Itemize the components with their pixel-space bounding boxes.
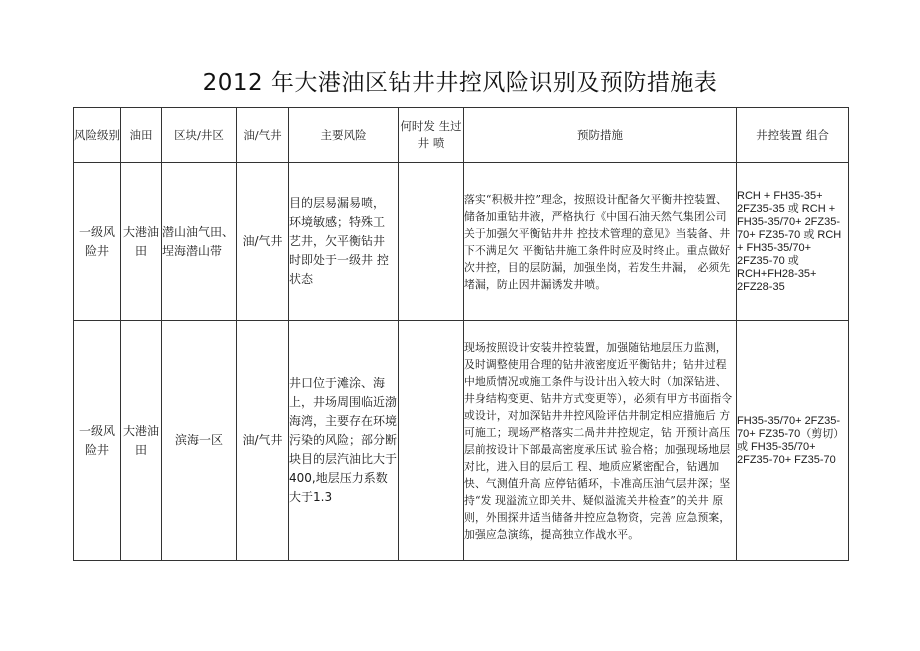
cell-measures: 现场按照设计安装井控装置，加强随钻地层压力监测，及时调整使用合理的钻井液密度近平衡钻井；钻井过程中地质情况或施工条件与设计出入较大时（加深钻进、井身结构变更、钻井方式变更等），必须有甲方书面指令或设计，对加深钻井井控风险评估井制定相应措施后 方可施工；现场严格落实二咼井井控规定，钻 开预计高压层前按设计下部最高密度承压试 验合格；加强现场地层对比，进入目的层后工 程、地质应紧密配合，钻遇加快、气测值升高 应停钻循环，卡准高压油气层井深；坚持“发 现溢流立即关井、疑似溢流关井检查”的关井 原则，外围探井适当储备井控应急物资，完善 应急预案，加强应急演练，提高独立作战水平。 [464, 321, 737, 561]
cell-oilfield: 大港油田 [121, 321, 162, 561]
header-blowout-time: 何时发 生过井 喷 [399, 108, 464, 163]
header-oilfield: 油田 [121, 108, 162, 163]
cell-block: 滨海一区 [162, 321, 237, 561]
header-main-risk: 主要风险 [289, 108, 399, 163]
cell-block: 潜山油气田、埕海潜山带 [162, 163, 237, 321]
table-row [74, 321, 849, 561]
risk-table [73, 107, 849, 561]
cell-risk-level: 一级风险井 [74, 163, 121, 321]
header-well-type: 油/气井 [237, 108, 289, 163]
cell-equipment: FH35-35/70+ 2FZ35-70+ FZ35-70（剪切）或 FH35-35/70+ 2FZ35-70+ FZ35-70 [737, 321, 849, 561]
cell-equipment: RCH + FH35-35+ 2FZ35-35 或 RCH + FH35-35/70+ 2FZ35-70+ FZ35-70 或 RCH + FH35-35/70+ 2FZ35-70 或 RCH+FH28-35+ 2FZ28-35 [737, 163, 849, 321]
header-equipment: 井控装置 组合 [737, 108, 849, 163]
cell-main-risk: 目的层易漏易喷， 环境敏感；特殊工 艺井，欠平衡钻井 时即处于一级井 控状态 [289, 163, 399, 321]
header-block: 区块/井区 [162, 108, 237, 163]
cell-blowout-time [399, 321, 464, 561]
cell-risk-level: 一级风险井 [74, 321, 121, 561]
cell-well-type: 油/气井 [237, 321, 289, 561]
cell-well-type: 油/气井 [237, 163, 289, 321]
cell-main-risk: 井口位于滩涂、海上，井场周围临近渤海湾，主要存在环境污染的风险；部分断块目的层汽油比大于400,地层压力系数大于1.3 [289, 321, 399, 561]
header-measures: 预防措施 [464, 108, 737, 163]
table-row [74, 163, 849, 321]
cell-blowout-time [399, 163, 464, 321]
cell-oilfield: 大港油田 [121, 163, 162, 321]
cell-measures: 落实“积极井控”理念，按照设计配备欠平衡井控装置、储备加重钻井液，严格执行《中国石油天然气集团公司关于加强欠平衡钻井井 控技术管理的意见》当装备、井下不满足欠 平衡钻井施工条件时应及时终止。重点做好 次井控，目的层防漏，加强坐岗，若发生井漏， 必须先堵漏，防止因井漏诱发井喷。 [464, 163, 737, 321]
header-risk-level: 风险级别 [74, 108, 121, 163]
page-title: 2012 年大港油区钻井井控风险识别及预防措施表 [202, 70, 718, 96]
table-header-row [74, 108, 849, 163]
